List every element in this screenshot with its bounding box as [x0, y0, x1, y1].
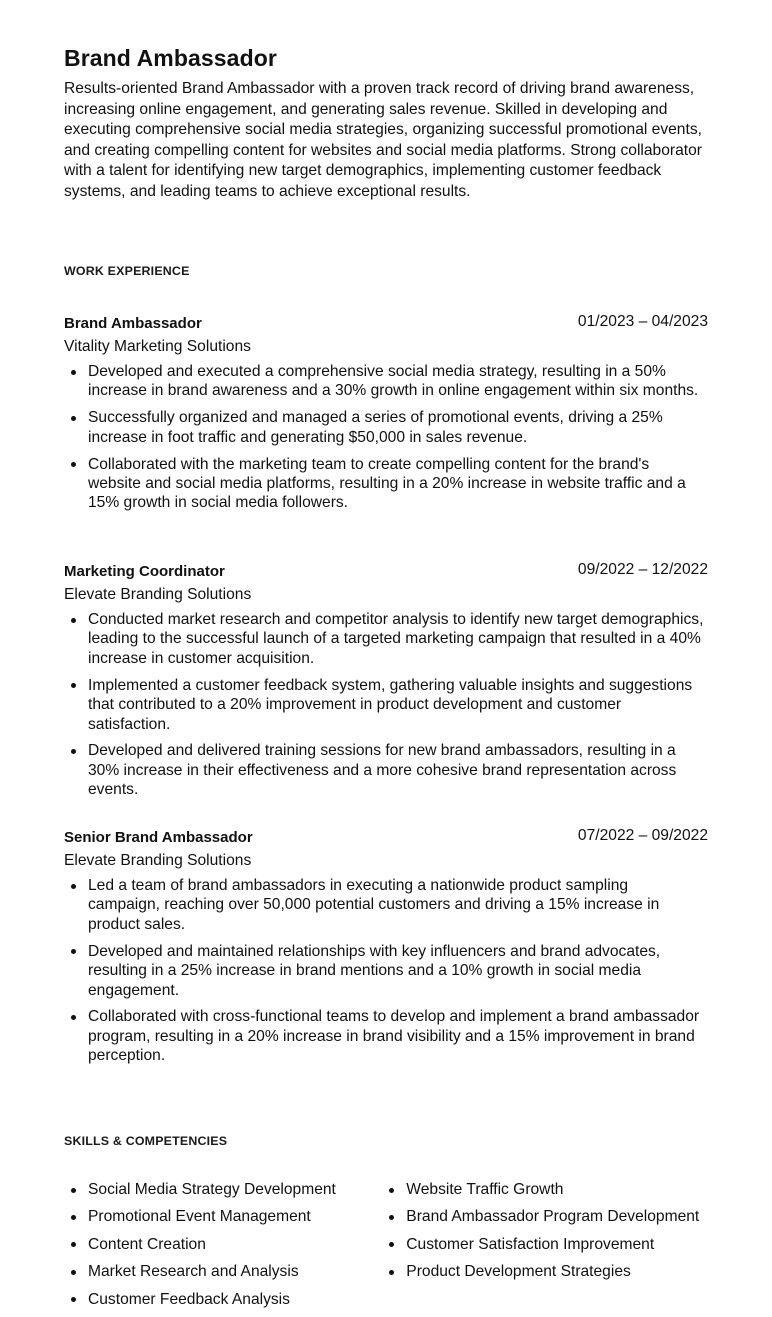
job-dates: 07/2022 – 09/2022	[577, 827, 708, 844]
skills-heading: SKILLS & COMPETENCIES	[64, 1134, 228, 1148]
skills-list	[64, 1180, 708, 1317]
resume-summary: Results-oriented Brand Ambassador with a proven track record of driving brand awareness, increasing online engagement, and generating sales revenue. Skilled in developing and executing comprehensive social media strategies, organizing successful promotional events, and creating compelling content for websites and social media platforms. Strong collaborator with a talent for identifying new target demographics, implementing customer feedback systems, and leading teams to achieve exceptional results.	[64, 80, 702, 200]
skill-item: Customer Satisfaction Improvement	[406, 1235, 708, 1255]
job-company: Elevate Branding Solutions	[64, 852, 252, 869]
skill-item: Content Creation	[88, 1235, 382, 1255]
skill-item: Promotional Event Management	[88, 1207, 382, 1227]
job-bullet: Developed and delivered training sessions for new brand ambassadors, resulting in a 30% increase in their effectiveness and a more cohesive brand representation across events.	[88, 741, 708, 799]
skill-item: Product Development Strategies	[406, 1262, 708, 1282]
job-bullet: Implemented a customer feedback system, gathering valuable insights and suggestions that contributed to a 20% improvement in product development and customer satisfaction.	[88, 676, 708, 734]
job-bullet: Developed and maintained relationships with key influencers and brand advocates, resulting in a 25% increase in brand mentions and a 10% growth in social media engagement.	[88, 942, 708, 1000]
job-dates: 01/2023 – 04/2023	[577, 313, 708, 330]
skill-item: Customer Feedback Analysis	[88, 1290, 382, 1310]
job-title: Marketing Coordinator	[64, 563, 225, 580]
job-bullet: Led a team of brand ambassadors in executing a nationwide product sampling campaign, reaching over 50,000 potential customers and driving a 15% increase in product sales.	[88, 876, 708, 934]
job-entry	[64, 313, 708, 520]
work-experience-heading: WORK EXPERIENCE	[64, 264, 190, 278]
job-bullet: Successfully organized and managed a series of promotional events, driving a 25% increase in foot traffic and generating $50,000 in sales revenue.	[88, 408, 708, 447]
job-bullet: Conducted market research and competitor analysis to identify new target demographics, leading to the successful launch of a targeted marketing campaign that resulted in a 40% increase in customer acquisition.	[88, 610, 708, 668]
job-company: Elevate Branding Solutions	[64, 586, 252, 603]
job-title: Senior Brand Ambassador	[64, 829, 253, 846]
job-company: Vitality Marketing Solutions	[64, 338, 251, 355]
skills-column-left	[64, 1180, 382, 1317]
job-bullet: Collaborated with cross-functional teams to develop and implement a brand ambassador program, resulting in a 20% increase in brand visibility and a 15% improvement in brand perception.	[88, 1007, 708, 1065]
job-bullet: Collaborated with the marketing team to create compelling content for the brand's website and social media platforms, resulting in a 20% increase in website traffic and a 15% growth in social media followers.	[88, 455, 708, 513]
resume-name: Brand Ambassador	[64, 45, 277, 71]
skill-item: Market Research and Analysis	[88, 1262, 382, 1282]
skill-item: Social Media Strategy Development	[88, 1180, 382, 1200]
job-bullet: Developed and executed a comprehensive social media strategy, resulting in a 50% increase in brand awareness and a 30% growth in online engagement within six months.	[88, 362, 708, 401]
job-dates: 09/2022 – 12/2022	[577, 561, 708, 578]
job-entry	[64, 827, 708, 1073]
job-bullets	[64, 876, 708, 1066]
job-bullets	[64, 362, 708, 513]
job-bullets	[64, 610, 708, 800]
skills-column-right	[382, 1180, 708, 1317]
skill-item: Website Traffic Growth	[406, 1180, 708, 1200]
job-entry	[64, 561, 708, 807]
skill-item: Brand Ambassador Program Development	[406, 1207, 708, 1227]
job-title: Brand Ambassador	[64, 315, 202, 332]
